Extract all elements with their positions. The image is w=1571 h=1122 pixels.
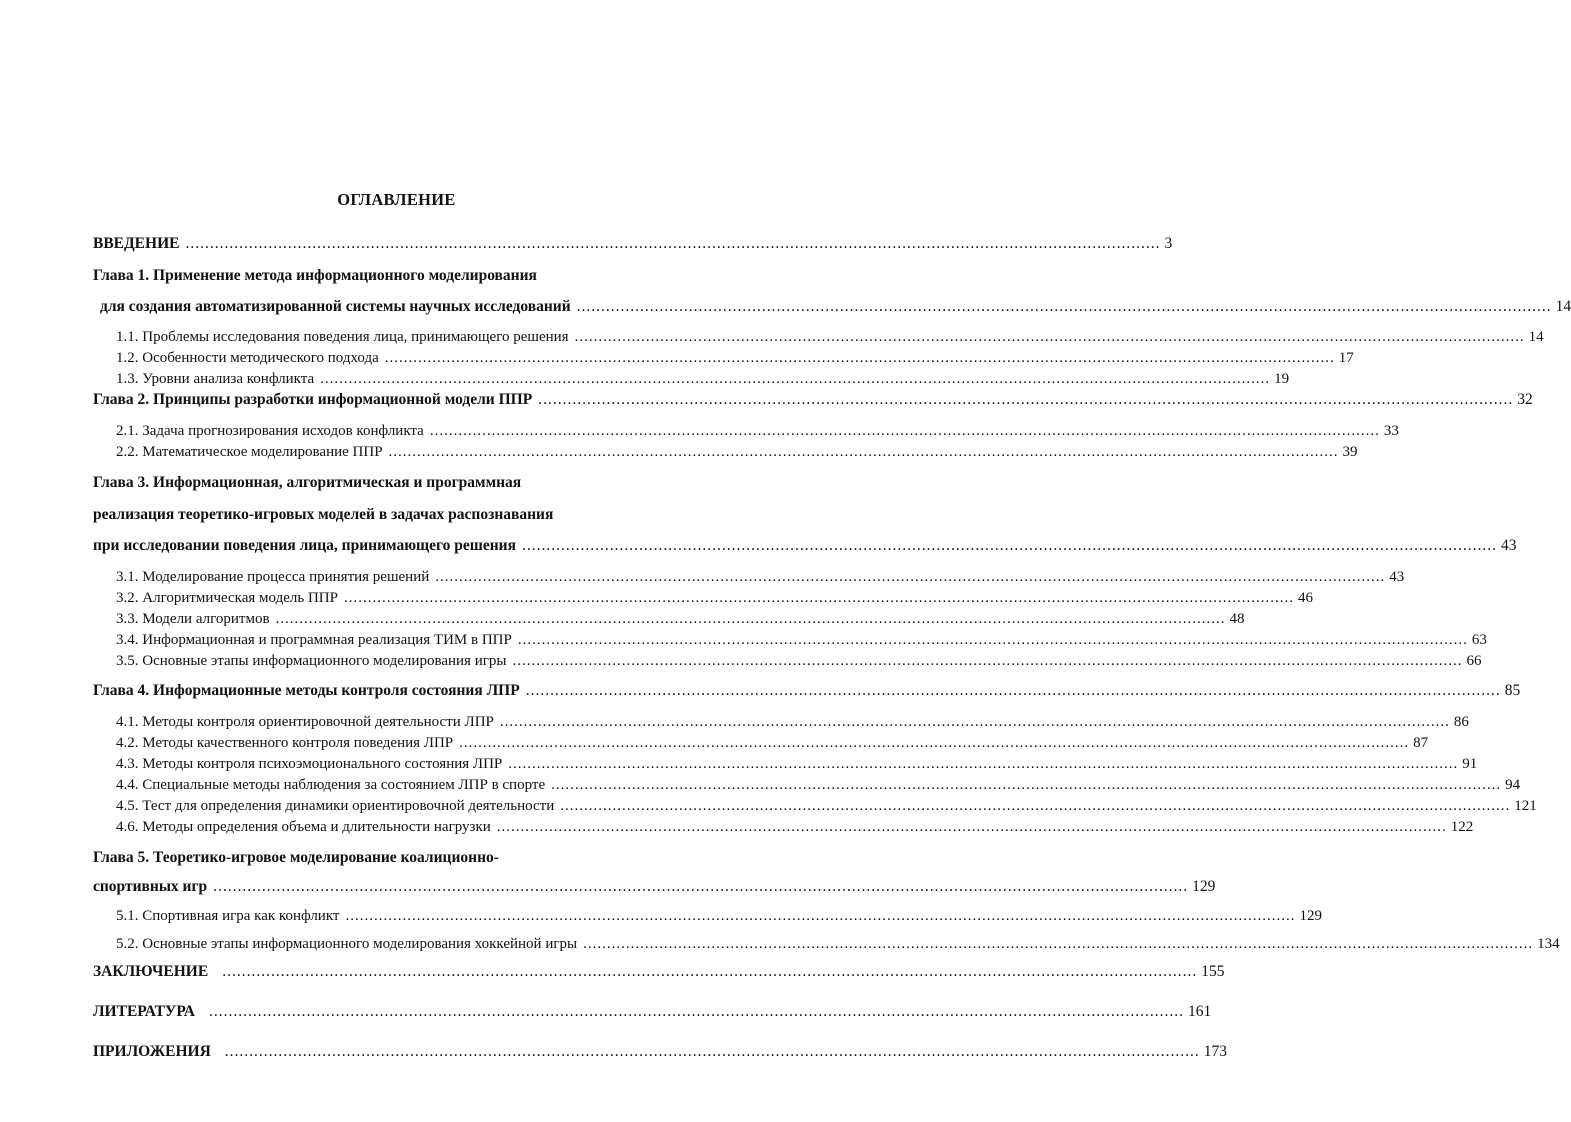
toc-label: 5.2. Основные этапы информационного моделирования хоккейной игры (116, 936, 578, 952)
toc-label: 4.5. Тест для определения динамики ориентировочной деятельности (116, 798, 555, 814)
toc-entry-chapter-4[interactable] (93, 681, 1521, 701)
toc-page-number: 39 (1342, 444, 1358, 460)
toc-label: 3.3. Модели алгоритмов (116, 611, 270, 627)
toc-entry-3-5[interactable] (116, 651, 1482, 671)
toc-entry-5-1[interactable] (116, 906, 1322, 926)
toc-page-number: 85 (1504, 682, 1521, 699)
toc-entry-4-1[interactable] (116, 712, 1469, 732)
dot-leader: ........................................................................................................................................................................................................ (435, 569, 1386, 585)
toc-label: 2.1. Задача прогнозирования исходов конфликта (116, 423, 424, 439)
toc-label: 1.2. Особенности методического подхода (116, 350, 379, 366)
dot-leader: ........................................................................................................................................................................................................ (320, 371, 1271, 387)
dot-leader: ........................................................................................................................................................................................................ (583, 936, 1534, 952)
toc-entry-literature[interactable] (93, 1002, 1212, 1022)
dot-leader: ........................................................................................................................................................................................................ (209, 1003, 1184, 1020)
toc-entry-3-4[interactable] (116, 630, 1487, 650)
dot-leader: ........................................................................................................................................................................................................ (459, 735, 1410, 751)
toc-label: 3.1. Моделирование процесса принятия решений (116, 569, 430, 585)
dot-leader: ........................................................................................................................................................................................................ (213, 878, 1189, 895)
dot-leader: ........................................................................................................................................................................................................ (551, 777, 1502, 793)
toc-page-number: 134 (1537, 936, 1560, 952)
toc-entry-3-2[interactable] (116, 588, 1313, 608)
toc-entry-chapter-3[interactable] (93, 536, 1517, 556)
toc-label: 4.3. Методы контроля психоэмоционального состояния ЛПР (116, 756, 503, 772)
toc-label: 4.4. Специальные методы наблюдения за состоянием ЛПР в спорте (116, 777, 546, 793)
toc-page-number: 43 (1501, 537, 1517, 554)
dot-leader: ........................................................................................................................................................................................................ (560, 798, 1511, 814)
chapter-3-title-line-1: Глава 3. Информационная, алгоритмическая и программная (93, 474, 522, 491)
dot-leader: ........................................................................................................................................................................................................ (222, 963, 1198, 980)
toc-label: 3.2. Алгоритмическая модель ППР (116, 590, 338, 606)
toc-page-number: 129 (1299, 908, 1322, 924)
chapter-5-title-line-1: Глава 5. Теоретико-игровое моделирование коалиционно- (93, 849, 499, 866)
toc-page-number: 48 (1229, 611, 1245, 627)
toc-page-number: 129 (1192, 878, 1216, 895)
toc-page-number: 161 (1188, 1003, 1212, 1020)
toc-page-number: 19 (1274, 371, 1290, 387)
toc-page-number: 14 (1528, 329, 1544, 345)
toc-entry-4-2[interactable] (116, 733, 1429, 753)
toc-page-number: 3 (1164, 235, 1173, 252)
toc-label: Глава 4. Информационные методы контроля состояния ЛПР (93, 682, 520, 699)
toc-label: 1.1. Проблемы исследования поведения лица, принимающего решения (116, 329, 569, 345)
toc-entry-1-3[interactable] (116, 369, 1290, 389)
dot-leader: ........................................................................................................................................................................................................ (185, 235, 1161, 252)
toc-page-number: 173 (1203, 1043, 1228, 1060)
dot-leader: ........................................................................................................................................................................................................ (512, 653, 1463, 669)
chapter-1-title-line-1: Глава 1. Применение метода информационного моделирования (93, 267, 537, 284)
toc-label: при исследовании поведения лица, принимающего решения (93, 537, 516, 554)
toc-label: для создания автоматизированной системы научных исследований (100, 298, 571, 315)
toc-entry-4-4[interactable] (116, 775, 1521, 795)
toc-entry-conclusion[interactable] (93, 962, 1225, 982)
toc-page-number: 86 (1453, 714, 1469, 730)
toc-page-number: 66 (1466, 653, 1482, 669)
toc-label: ЛИТЕРАТУРА (93, 1003, 195, 1020)
toc-label: ПРИЛОЖЕНИЯ (93, 1043, 211, 1060)
toc-label: 3.4. Информационная и программная реализация ТИМ в ППР (116, 632, 512, 648)
dot-leader: ........................................................................................................................................................................................................ (517, 632, 1468, 648)
dot-leader: ........................................................................................................................................................................................................ (224, 1043, 1200, 1060)
toc-page-number: 63 (1471, 632, 1487, 648)
toc-label: 5.1. Спортивная игра как конфликт (116, 908, 340, 924)
toc-page-number: 17 (1338, 350, 1354, 366)
dot-leader: ........................................................................................................................................................................................................ (275, 611, 1226, 627)
dot-leader: ........................................................................................................................................................................................................ (508, 756, 1459, 772)
dot-leader: ........................................................................................................................................................................................................ (496, 819, 1447, 835)
dot-leader: ........................................................................................................................................................................................................ (384, 350, 1335, 366)
toc-entry-2-2[interactable] (116, 442, 1358, 462)
dot-leader: ........................................................................................................................................................................................................ (525, 682, 1501, 699)
toc-entry-5-2[interactable] (116, 934, 1560, 954)
toc-label: ЗАКЛЮЧЕНИЕ (93, 963, 209, 980)
dot-leader: ........................................................................................................................................................................................................ (343, 590, 1294, 606)
toc-entry-4-3[interactable] (116, 754, 1478, 774)
toc-entry-appendix[interactable] (93, 1042, 1228, 1062)
toc-entry-1-2[interactable] (116, 348, 1354, 368)
toc-page-number: 43 (1389, 569, 1405, 585)
toc-page-number: 14 (1555, 298, 1571, 315)
toc-label: 3.5. Основные этапы информационного моделирования игры (116, 653, 507, 669)
toc-entry-4-5[interactable] (116, 796, 1537, 816)
toc-label: 4.1. Методы контроля ориентировочной деятельности ЛПР (116, 714, 494, 730)
toc-page-number: 91 (1462, 756, 1478, 772)
dot-leader: ........................................................................................................................................................................................................ (345, 908, 1296, 924)
toc-entry-1-1[interactable] (116, 327, 1544, 347)
toc-page-number: 155 (1201, 963, 1225, 980)
toc-entry-chapter-5[interactable] (93, 877, 1216, 897)
dot-leader: ........................................................................................................................................................................................................ (576, 298, 1552, 315)
toc-label: ВВЕДЕНИЕ (93, 235, 180, 252)
toc-label: Глава 2. Принципы разработки информационной модели ППР (93, 391, 533, 408)
toc-page-number: 121 (1514, 798, 1537, 814)
toc-label: 4.6. Методы определения объема и длительности нагрузки (116, 819, 491, 835)
dot-leader: ........................................................................................................................................................................................................ (499, 714, 1450, 730)
dot-leader: ........................................................................................................................................................................................................ (429, 423, 1380, 439)
dot-leader: ........................................................................................................................................................................................................ (574, 329, 1525, 345)
toc-label: 1.3. Уровни анализа конфликта (116, 371, 315, 387)
toc-entry-3-1[interactable] (116, 567, 1405, 587)
toc-page-number: 122 (1450, 819, 1474, 835)
toc-entry-2-1[interactable] (116, 421, 1399, 441)
toc-label: 2.2. Математическое моделирование ППР (116, 444, 383, 460)
toc-page-number: 87 (1413, 735, 1429, 751)
dot-leader: ........................................................................................................................................................................................................ (388, 444, 1339, 460)
toc-entry-4-6[interactable] (116, 817, 1474, 837)
toc-label: 4.2. Методы качественного контроля поведения ЛПР (116, 735, 454, 751)
toc-entry-chapter-1[interactable] (100, 297, 1571, 317)
dot-leader: ........................................................................................................................................................................................................ (538, 391, 1514, 408)
toc-page-number: 33 (1383, 423, 1399, 439)
toc-page-number: 46 (1297, 590, 1313, 606)
page-title: ОГЛАВЛЕНИЕ (337, 190, 456, 209)
toc-entry-3-3[interactable] (116, 609, 1245, 629)
chapter-3-title-line-2: реализация теоретико-игровых моделей в задачах распознавания (93, 506, 554, 523)
dot-leader: ........................................................................................................................................................................................................ (522, 537, 1497, 554)
toc-entry-intro[interactable] (93, 234, 1173, 254)
toc-page-number: 94 (1505, 777, 1521, 793)
toc-entry-chapter-2[interactable] (93, 390, 1533, 410)
toc-page-number: 32 (1517, 391, 1533, 408)
toc-label: спортивных игр (93, 878, 208, 895)
